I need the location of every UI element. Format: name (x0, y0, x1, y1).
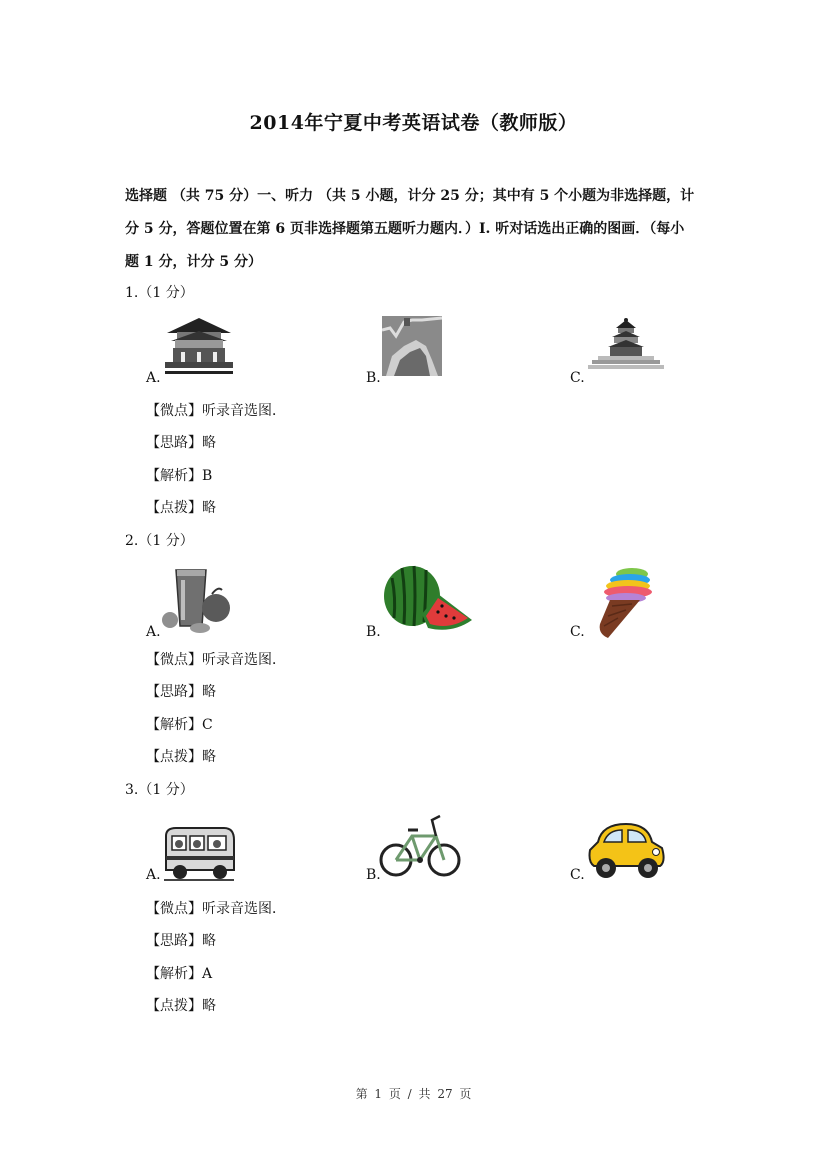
page-title: 2014年宁夏中考英语试卷（教师版） (249, 112, 578, 134)
q3-option-a: A. (146, 867, 161, 883)
car-icon (586, 818, 668, 882)
instructions-line: 题 1 分，计分 5 分） (125, 254, 262, 270)
q1-option-b: B. (366, 370, 381, 386)
page-footer: 第 1 页 / 共 27 页 (355, 1087, 472, 1101)
temple-of-heaven-icon (588, 316, 664, 376)
q1-jiexi: 【解析】B (146, 468, 213, 484)
q3-dianbo: 【点拨】略 (146, 998, 216, 1014)
q1-silu: 【思路】略 (146, 435, 216, 451)
q1-weidian: 【微点】听录音选图． (146, 403, 286, 419)
question-1-label: 1.（1 分） (125, 285, 194, 301)
bicycle-icon (378, 810, 462, 880)
q2-dianbo: 【点拨】略 (146, 749, 216, 765)
question-3-label: 3.（1 分） (125, 782, 194, 798)
q3-jiexi: 【解析】A (146, 966, 213, 982)
q3-option-b: B. (366, 867, 381, 883)
instructions-line: 分 5 分，答题位置在第 6 页非选择题第五题听力题内．）I. 听对话选出正确的图画．（每小 (125, 221, 685, 237)
section-instructions (125, 180, 705, 279)
q2-option-c: C. (570, 624, 585, 640)
q1-option-c: C. (570, 370, 585, 386)
q3-option-c: C. (570, 867, 585, 883)
question-2-label: 2.（1 分） (125, 533, 194, 549)
bus-icon (162, 826, 236, 882)
ice-cream-icon (594, 560, 660, 640)
q2-silu: 【思路】略 (146, 684, 216, 700)
watermelon-icon (382, 558, 476, 634)
juice-glass-icon (160, 564, 232, 634)
instructions-line: 选择题 （共 75 分）一、听力 （共 5 小题，计分 25 分；其中有 5 个小题为非选择题，计 (125, 188, 695, 204)
tiananmen-icon (163, 316, 235, 376)
q2-option-b: B. (366, 624, 381, 640)
q3-weidian: 【微点】听录音选图． (146, 901, 286, 917)
q1-option-a: A. (146, 370, 161, 386)
q1-dianbo: 【点拨】略 (146, 500, 216, 516)
q3-silu: 【思路】略 (146, 933, 216, 949)
q2-weidian: 【微点】听录音选图． (146, 652, 286, 668)
q2-option-a: A. (146, 624, 161, 640)
great-wall-icon (382, 316, 442, 376)
q2-jiexi: 【解析】C (146, 717, 213, 733)
